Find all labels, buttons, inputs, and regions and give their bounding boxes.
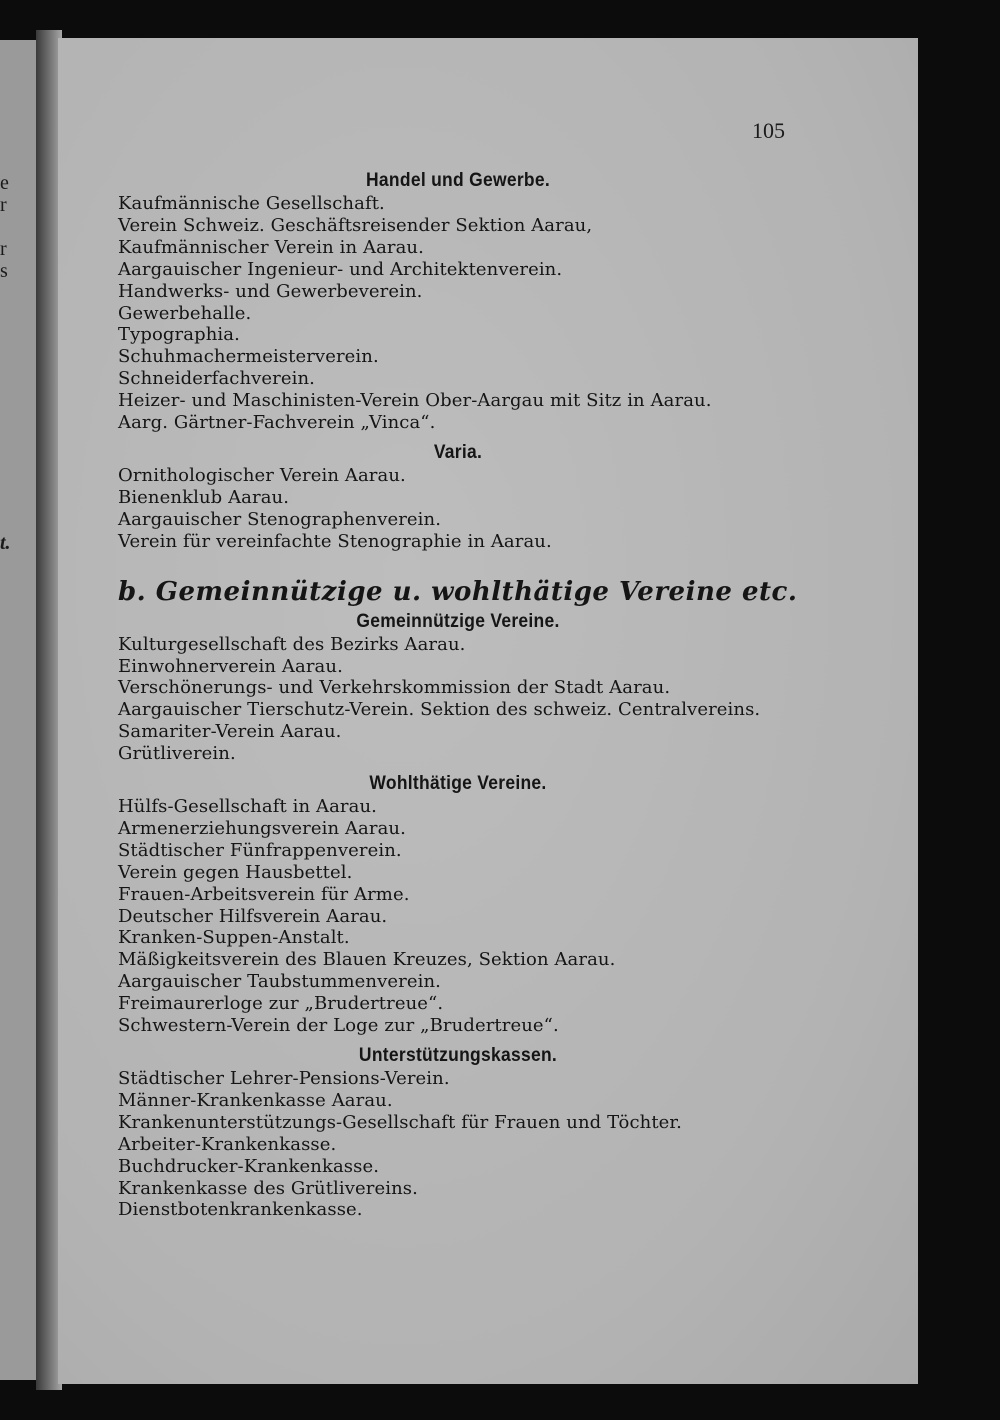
list-item: Krankenunterstützungs-Gesellschaft für Frauen und Töchter. (118, 1111, 682, 1133)
list-item: Aargauischer Tierschutz-Verein. Sektion des schweiz. Centralvereins. (118, 699, 761, 721)
list-item: Einwohnerverein Aarau. (118, 655, 343, 677)
list-item: Deutscher Hilfsverein Aarau. (118, 905, 388, 927)
page-number: 105 (752, 118, 785, 143)
list-item: Kaufmännische Gesellschaft. (118, 193, 385, 214)
left-page-fragment: t. (0, 532, 11, 554)
list-item: Gewerbehalle. (118, 302, 252, 324)
section-heading-unterstuetzungskassen: Unterstützungskassen. (358, 1045, 558, 1066)
left-page-fragment: r (0, 238, 7, 260)
list-item: Heizer- und Maschinisten-Verein Ober-Aargau mit Sitz in Aarau. (118, 390, 712, 412)
list-item: Kaufmännischer Verein in Aarau. (118, 236, 424, 258)
list-item: Schneiderfachverein. (118, 368, 316, 390)
main-heading: b. Gemeinnützige u. wohlthätige Vereine etc. (118, 576, 798, 607)
list-item: Hülfs-Gesellschaft in Aarau. (118, 796, 377, 818)
list-item: Freimaurerloge zur „Brudertreue“. (118, 993, 444, 1015)
list-item: Armenerziehungsverein Aarau. (118, 817, 406, 839)
section-heading-gemeinnuetzige: Gemeinnützige Vereine. (356, 610, 560, 632)
list-item: Städtischer Lehrer-Pensions-Verein. (118, 1068, 450, 1089)
list-item: Kulturgesellschaft des Bezirks Aarau. (118, 633, 466, 655)
list-item: Samariter-Verein Aarau. (118, 721, 342, 743)
section-heading-varia: Varia. (433, 441, 483, 463)
list-item: Mäßigkeitsverein des Blauen Kreuzes, Sektion Aarau. (118, 949, 616, 971)
list-item: Schwestern-Verein der Loge zur „Brudertreue“. (118, 1015, 559, 1037)
list-item: Städtischer Fünfrappenverein. (118, 839, 402, 861)
list-item: Bienenklub Aarau. (118, 486, 290, 508)
list-item: Schuhmachermeisterverein. (118, 346, 379, 368)
list-item: Aargauischer Stenographenverein. (118, 508, 442, 530)
list-item: Krankenkasse des Grütlivereins. (118, 1177, 418, 1199)
list-item: Kranken-Suppen-Anstalt. (118, 927, 350, 949)
list-item: Verschönerungs- und Verkehrskommission der Stadt Aarau. (118, 677, 671, 699)
list-item: Typographia. (118, 324, 240, 346)
left-page-fragment: r (0, 194, 7, 216)
list-item: Verein gegen Hausbettel. (118, 861, 353, 883)
list-item: Männer-Krankenkasse Aarau. (118, 1089, 393, 1111)
list-item: Aarg. Gärtner-Fachverein „Vinca“. (118, 412, 436, 434)
list-item: Handwerks- und Gewerbeverein. (118, 280, 423, 302)
list-item: Frauen-Arbeitsverein für Arme. (118, 883, 410, 905)
left-page-fragment: e (0, 172, 9, 194)
list-item: Aargauischer Ingenieur- und Architektenverein. (118, 258, 563, 280)
list-item: Aargauischer Taubstummenverein. (118, 971, 441, 993)
list-item: Verein für vereinfachte Stenographie in Aarau. (118, 530, 552, 552)
list-item: Ornithologischer Verein Aarau. (118, 464, 406, 486)
section-heading-wohlthaetige: Wohlthätige Vereine. (369, 773, 547, 795)
left-page-fragment: s (0, 260, 8, 282)
page-content (118, 168, 798, 1221)
list-item: Arbeiter-Krankenkasse. (118, 1133, 337, 1155)
list-item: Verein Schweiz. Geschäftsreisender Sektion Aarau, (118, 214, 593, 236)
list-item: Dienstbotenkrankenkasse. (118, 1199, 363, 1221)
list-item: Buchdrucker-Krankenkasse. (118, 1155, 380, 1177)
section-heading-handel: Handel und Gewerbe. (366, 170, 550, 191)
list-item: Grütliverein. (118, 743, 236, 765)
